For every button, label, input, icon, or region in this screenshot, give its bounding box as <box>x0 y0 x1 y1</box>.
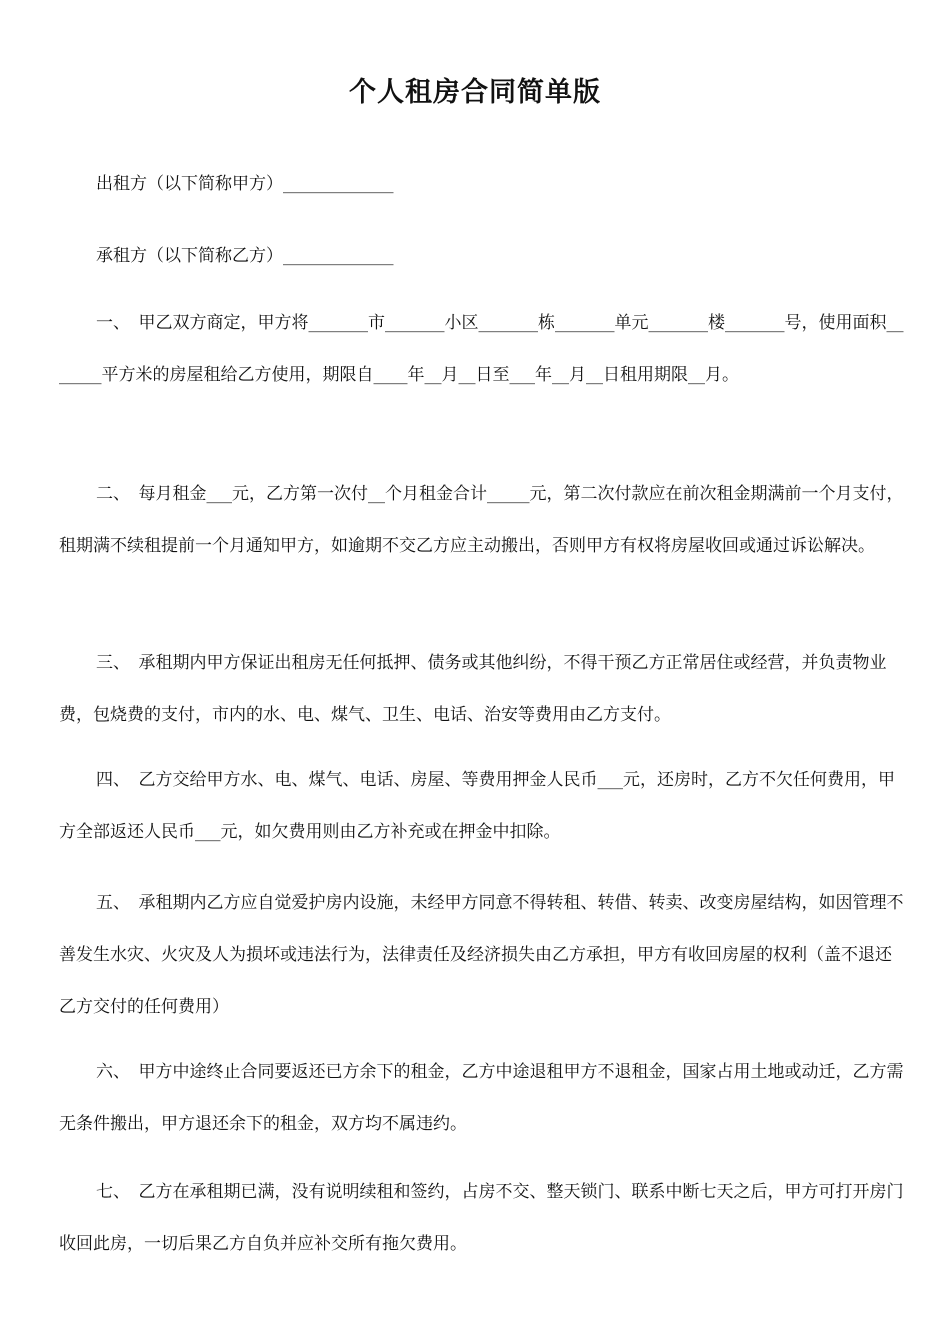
clause-2: 二、 每月租金___元，乙方第一次付__个月租金合计_____元，第二次付款应在前次租金期满前一个月支付，租期满不续租提前一个月通知甲方，如逾期不交乙方应主动搬出，否则甲方有权将房屋收回或通过诉讼解决。 <box>59 484 904 556</box>
clause-1: 一、 甲乙双方商定，甲方将_______市_______小区_______栋_______单元_______楼_______号，使用面积_______平方米的房屋租给乙方使用，期限自____年__月__日至___年__月__日租用期限__月。 <box>59 313 904 385</box>
clause-6: 六、 甲方中途终止合同要返还已方余下的租金，乙方中途退租甲方不退租金，国家占用土地或动迁，乙方需无条件搬出，甲方退还余下的租金，双方均不属违约。 <box>59 1062 904 1134</box>
clause-7: 七、 乙方在承租期已满，没有说明续租和签约，占房不交、整天锁门、联系中断七天之后，甲方可打开房门收回此房，一切后果乙方自负并应补交所有拖欠费用。 <box>59 1182 904 1254</box>
clause-3: 三、 承租期内甲方保证出租房无任何抵押、债务或其他纠纷，不得干预乙方正常居住或经营，并负责物业费，包烧费的支付，市内的水、电、煤气、卫生、电话、治安等费用由乙方支付。 <box>59 653 887 725</box>
lessee-line: 承租方（以下简称乙方）_____________ <box>96 246 394 266</box>
clause-4: 四、 乙方交给甲方水、电、煤气、电话、房屋、等费用押金人民币___元，还房时，乙方不欠任何费用，甲方全部返还人民币___元，如欠费用则由乙方补充或在押金中扣除。 <box>59 770 895 842</box>
lessor-line: 出租方（以下简称甲方）_____________ <box>96 174 394 194</box>
document-title: 个人租房合同简单版 <box>349 77 601 108</box>
clause-5: 五、 承租期内乙方应自觉爱护房内设施，未经甲方同意不得转租、转借、转卖、改变房屋结构，如因管理不善发生水灾、火灾及人为损坏或违法行为，法律责任及经济损失由乙方承担，甲方有收回房屋的权利（盖不退还乙方交付的任何费用） <box>59 893 904 1017</box>
